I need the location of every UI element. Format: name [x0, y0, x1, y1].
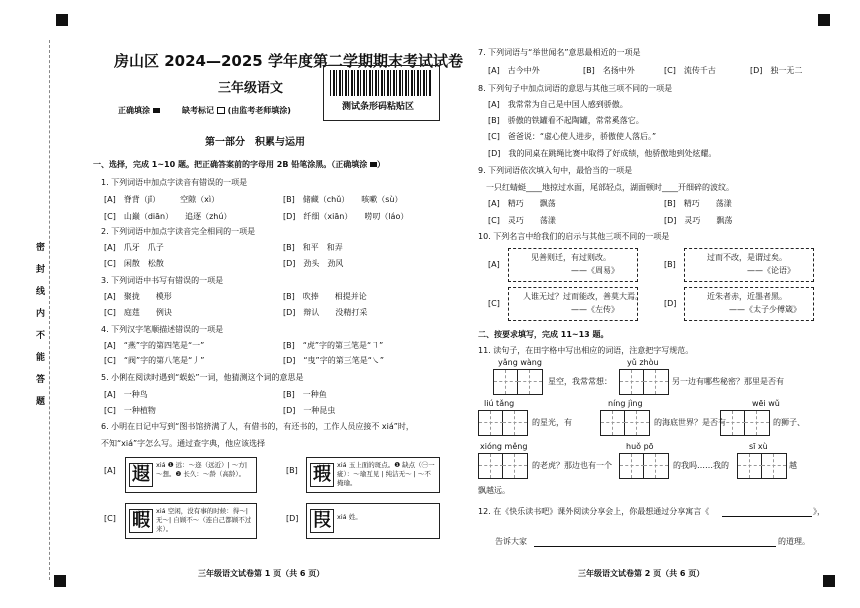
q3-option-a[interactable]: [A] 聚拢 模形 [104, 292, 172, 301]
q9-option-a[interactable]: [A] 精巧 飘荡 [488, 199, 556, 208]
q11-text-3: 的星光，有 [532, 418, 572, 427]
absent-mark-label: 缺考标记 (由监考老师填涂) [182, 106, 291, 115]
q1-stem: 1. 下列词语中加点字读音有错误的一项是 [101, 178, 248, 187]
q5-option-b[interactable]: [B] 一种鱼 [283, 390, 327, 399]
exam-title: 房山区 2024—2025 学年度第二学期期末考试试卷 [114, 52, 463, 70]
q11-pinyin-1: yǎng wàng [498, 358, 542, 367]
q10-quote-c [508, 287, 643, 321]
q2-option-d[interactable]: [D] 劲头 劲风 [283, 259, 344, 268]
quote-source: ——《论语》 [747, 266, 795, 275]
section1-instruction: 一、选择，完成 1~10 题。把正确答案前的字母用 2B 铅笔涂黑。（正确填涂 ） [93, 160, 386, 169]
registration-mark [54, 575, 66, 587]
q6-dict-entry-a [125, 457, 257, 493]
q11-text-7: 的我吗……我的 [673, 461, 729, 470]
q7-stem: 7. 下列词语与“举世闻名”意思最相近的一项是 [478, 48, 641, 57]
q11-text-6: 的老虎？那边也有一个 [532, 461, 612, 470]
dict-char: 瑕 [310, 463, 334, 487]
q5-stem: 5. 小俐在阅读时遇到“蜈蚣”一词，他猜测这个词的意思是 [101, 373, 304, 382]
q12-line2: 告诉大家 [495, 537, 527, 546]
q1-option-c[interactable]: [C] 山巅（diān） 追逐（zhú） [104, 212, 232, 221]
q9-stem: 9. 下列词语依次填入句中，最恰当的一项是 [478, 166, 633, 175]
quote-source: ——《周易》 [571, 266, 619, 275]
q7-option-a[interactable]: [A] 古今中外 [488, 66, 540, 75]
q6-dict-entry-b [306, 457, 440, 493]
q10-option-b[interactable]: [B] [664, 260, 676, 269]
fill-correct-label: 正确填涂 [118, 106, 160, 116]
seal-char: 不 [36, 331, 46, 341]
q12-stem-end: 》， [813, 507, 825, 516]
q2-stem: 2. 下列词语中加点字读音完全相同的一项是 [101, 227, 256, 236]
quote-text: 见善则迁，有过则改。 [531, 253, 611, 262]
q9-option-b[interactable]: [B] 精巧 荡漾 [664, 199, 732, 208]
q6-dict-entry-c [125, 503, 257, 539]
q2-option-c[interactable]: [C] 闲散 松散 [104, 259, 164, 268]
dict-char: 遐 [129, 463, 153, 487]
registration-mark [56, 14, 68, 26]
q5-option-a[interactable]: [A] 一种鸟 [104, 390, 148, 399]
q11-pinyin-7: huǒ pō [626, 442, 654, 451]
q11-grid-6[interactable] [478, 453, 528, 479]
q11-text-5: 的狮子、 [773, 418, 805, 427]
q8-option-c[interactable]: [C] 爸爸说：“虚心使人进步，骄傲使人落后。” [488, 132, 657, 141]
seal-char: 线 [36, 287, 46, 297]
q10-option-a[interactable]: [A] [488, 260, 500, 269]
q11-pinyin-8: sī xù [749, 442, 768, 451]
seal-char: 题 [36, 397, 46, 407]
q11-pinyin-3: liú tǎng [484, 399, 515, 408]
q10-stem: 10. 下列名言中给我们的启示与其他三项不同的一项是 [478, 232, 670, 241]
q4-option-a[interactable]: [A] “燕”字的第四笔是“一” [104, 341, 205, 350]
section2-instruction: 二、按要求填写，完成 11~13 题。 [478, 330, 609, 339]
barcode-area [323, 65, 440, 121]
q11-text-9: 飘越远。 [478, 486, 510, 495]
q3-stem: 3. 下列词语中书写有错误的一项是 [101, 276, 224, 285]
q11-grid-8[interactable] [737, 453, 787, 479]
q11-text-8: 越 [789, 461, 797, 470]
q10-quote-b [684, 248, 814, 282]
q5-option-d[interactable]: [D] 一种昆虫 [283, 406, 336, 415]
q12-fable-blank[interactable] [722, 507, 812, 517]
q2-option-a[interactable]: [A] 爪牙 爪子 [104, 243, 164, 252]
quote-text: 过而不改，是谓过矣。 [707, 253, 787, 262]
q1-option-b[interactable]: [B] 储藏（chǔ） 咳嗽（sù） [283, 195, 403, 204]
q11-pinyin-6: xióng měng [480, 442, 528, 451]
q8-stem: 8. 下列句子中加点词语的意思与其他三项不同的一项是 [478, 84, 673, 93]
q2-option-b[interactable]: [B] 和平 和弄 [283, 243, 343, 252]
q3-option-c[interactable]: [C] 庭莛 例诀 [104, 308, 172, 317]
q11-grid-7[interactable] [619, 453, 669, 479]
q10-option-c[interactable]: [C] [488, 299, 500, 308]
q12-line2-end: 的道理。 [778, 537, 810, 546]
page-footer-2: 三年级语文试卷第 2 页（共 6 页） [578, 569, 705, 578]
q8-option-d[interactable]: [D] 我的同桌在跳绳比赛中取得了好成绩，他骄傲地到处炫耀。 [488, 149, 717, 158]
seal-char: 封 [36, 265, 46, 275]
dict-definition: xiá ❶ 远：～迩（远近）| ～方|～想。❷ 长久：～龄（高龄）。 [156, 461, 248, 478]
q8-option-b[interactable]: [B] 骄傲的铁罐看不起陶罐，常常奚落它。 [488, 116, 644, 125]
dict-char: 暇 [129, 509, 153, 533]
q4-option-d[interactable]: [D] “曳”字的第三笔是“㇏” [283, 356, 384, 365]
q7-option-c[interactable]: [C] 流传千古 [664, 66, 716, 75]
q11-pinyin-2: yǔ zhòu [627, 358, 659, 367]
q1-option-a[interactable]: [A] 脊背（jǐ） 空隙（xì） [104, 195, 220, 204]
q10-quote-a [508, 248, 638, 282]
q6-option-d[interactable]: [D] [286, 514, 299, 523]
q6-dict-entry-d [306, 503, 440, 539]
quote-source: ——《左传》 [571, 305, 619, 314]
q10-option-d[interactable]: [D] [664, 299, 677, 308]
q4-option-b[interactable]: [B] “虎”字的第三笔是“㇕” [283, 341, 384, 350]
q11-pinyin-5: wēi wǔ [752, 399, 780, 408]
q9-option-d[interactable]: [D] 灵巧 飘荡 [664, 216, 733, 225]
registration-mark [823, 575, 835, 587]
q11-text-1: 星空，我常常想： [548, 377, 612, 386]
part1-heading: 第一部分 积累与运用 [205, 137, 305, 148]
q3-option-d[interactable]: [D] 辩认 没精打采 [283, 308, 368, 317]
q9-option-c[interactable]: [C] 灵巧 荡漾 [488, 216, 556, 225]
q11-text-2: 另一边有哪些秘密？那里是否有 [672, 377, 784, 386]
q11-grid-1[interactable] [493, 369, 543, 395]
seal-char: 密 [36, 243, 46, 253]
q8-option-a[interactable]: [A] 我常常为自己是中国人感到骄傲。 [488, 100, 628, 109]
q1-option-d[interactable]: [D] 纤细（xiān） 唠叨（láo） [283, 212, 409, 221]
q6-option-c[interactable]: [C] [104, 514, 116, 523]
q11-stem: 11. 读句子，在田字格中写出相应的词语，注意把字写规范。 [478, 346, 694, 355]
q6-stem-2: 不知“xiá”字怎么写。通过查字典，他应该选择 [101, 439, 266, 448]
dict-definition: xiá 空闲，没有事的时候：得～|无～| 自顾不～（连自己都顾不过来）。 [156, 507, 252, 533]
barcode-icon [330, 70, 432, 96]
seal-char: 内 [36, 309, 46, 319]
seal-char: 答 [36, 375, 46, 385]
q6-option-a[interactable]: [A] [104, 466, 116, 475]
q3-option-b[interactable]: [B] 吹捧 相提并论 [283, 292, 367, 301]
dict-definition: xiá 姓。 [337, 513, 362, 521]
q7-option-b[interactable]: [B] 名扬中外 [583, 66, 635, 75]
quote-text: 近朱者赤，近墨者黑。 [707, 292, 787, 301]
barcode-label: 测试条形码粘贴区 [342, 102, 415, 112]
seal-char: 能 [36, 353, 46, 363]
q10-quote-d [684, 287, 814, 321]
q11-text-4: 的海底世界？是否有 [654, 418, 726, 427]
page-footer-1: 三年级语文试卷第 1 页（共 6 页） [198, 569, 325, 578]
q7-option-d[interactable]: [D] 独一无二 [750, 66, 803, 75]
dict-definition: xiá 玉上面的斑点。❶ 缺点（㊀一疵）：～瑜互见 | 纯洁无～ | ～不掩瑜。 [337, 461, 435, 487]
q4-stem: 4. 下列汉字笔顺描述错误的一项是 [101, 325, 224, 334]
q9-sentence: 一只红蜻蜓____地掠过水面，尾部轻点，湖面顿时____开细碎的波纹。 [486, 183, 734, 192]
q11-grid-3[interactable] [478, 410, 528, 436]
q12-stem: 12. 在《快乐读书吧》课外阅读分享会上，你最想通过分享寓言《 [478, 507, 710, 516]
exam-subject: 三年级语文 [218, 81, 284, 96]
q11-pinyin-4: níng jìng [608, 399, 643, 408]
registration-mark [818, 14, 830, 26]
quote-text: 人谁无过？过而能改，善莫大焉。 [523, 292, 643, 301]
q12-reason-blank[interactable] [534, 537, 776, 547]
dict-char: 叚 [310, 509, 334, 533]
quote-source: ——《太子少傅箴》 [729, 305, 801, 314]
q4-option-c[interactable]: [C] “阀”字的第八笔是“丿” [104, 356, 205, 365]
q11-grid-2[interactable] [619, 369, 669, 395]
q6-option-b[interactable]: [B] [286, 466, 298, 475]
q6-stem: 6. 小明在日记中写到“图书馆挤满了人，有借书的，有还书的，工作人员应接不 xiá”时， [101, 422, 414, 431]
q11-grid-4[interactable] [600, 410, 650, 436]
absent-checkbox[interactable] [217, 107, 225, 114]
q11-grid-5[interactable] [720, 410, 770, 436]
q5-option-c[interactable]: [C] 一种植物 [104, 406, 156, 415]
